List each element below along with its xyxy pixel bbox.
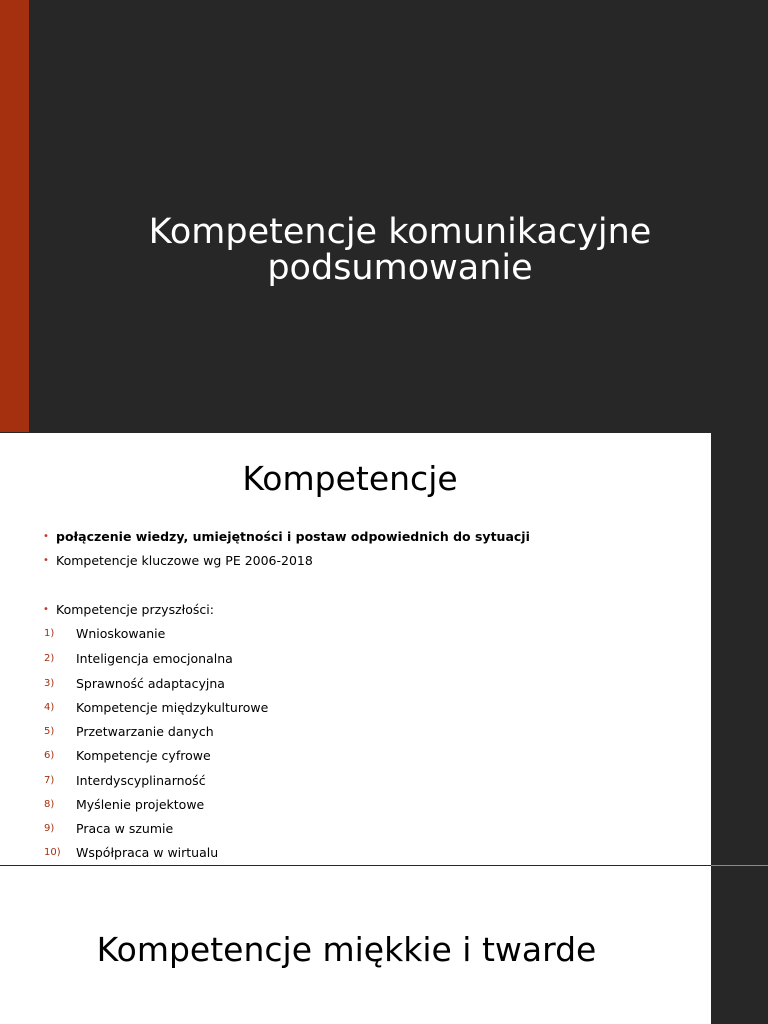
item-number: 10) [44, 847, 61, 858]
slide-kompetencje [0, 433, 711, 865]
numbered-item-text: Kompetencje cyfrowe [76, 748, 211, 763]
slide-title [0, 0, 768, 432]
item-number: 4) [44, 702, 55, 713]
slide-title-heading [60, 214, 740, 286]
item-number: 2) [44, 653, 55, 664]
item-number: 8) [44, 799, 55, 810]
bullet-marker: • [43, 604, 49, 615]
numbered-item-text: Inteligencja emocjonalna [76, 651, 233, 666]
divider-line [711, 865, 768, 866]
accent-bar [0, 0, 29, 432]
numbered-item-text: Myślenie projektowe [76, 797, 205, 812]
numbered-item-text: Kompetencje międzykulturowe [76, 700, 269, 715]
slide-heading: Kompetencje miękkie i twarde [96, 930, 597, 969]
item-number: 1) [44, 628, 55, 639]
numbered-item-text: Współpraca w wirtualu [76, 845, 219, 860]
title-line-2: podsumowanie [267, 248, 533, 288]
list-item-text: Kompetencje kluczowe wg PE 2006-2018 [56, 553, 313, 568]
numbered-item-text: Praca w szumie [76, 821, 174, 836]
list-item-text: Kompetencje przyszłości: [56, 602, 214, 617]
bullet-marker: • [43, 555, 49, 566]
slide-kompetencje-miekkie [0, 866, 711, 1024]
numbered-item-text: Interdyscyplinarność [76, 773, 206, 788]
list-item-text: połączenie wiedzy, umiejętności i postaw odpowiednich do sytuacji [56, 529, 530, 544]
bullet-marker: • [43, 531, 49, 542]
item-number: 3) [44, 678, 55, 689]
numbered-item-text: Wnioskowanie [76, 626, 166, 641]
item-number: 7) [44, 775, 55, 786]
slide-heading: Kompetencje [242, 459, 458, 498]
title-line-1: Kompetencje komunikacyjne [148, 212, 652, 252]
item-number: 9) [44, 823, 55, 834]
item-number: 6) [44, 750, 55, 761]
numbered-item-text: Przetwarzanie danych [76, 724, 214, 739]
item-number: 5) [44, 726, 55, 737]
numbered-item-text: Sprawność adaptacyjna [76, 676, 225, 691]
